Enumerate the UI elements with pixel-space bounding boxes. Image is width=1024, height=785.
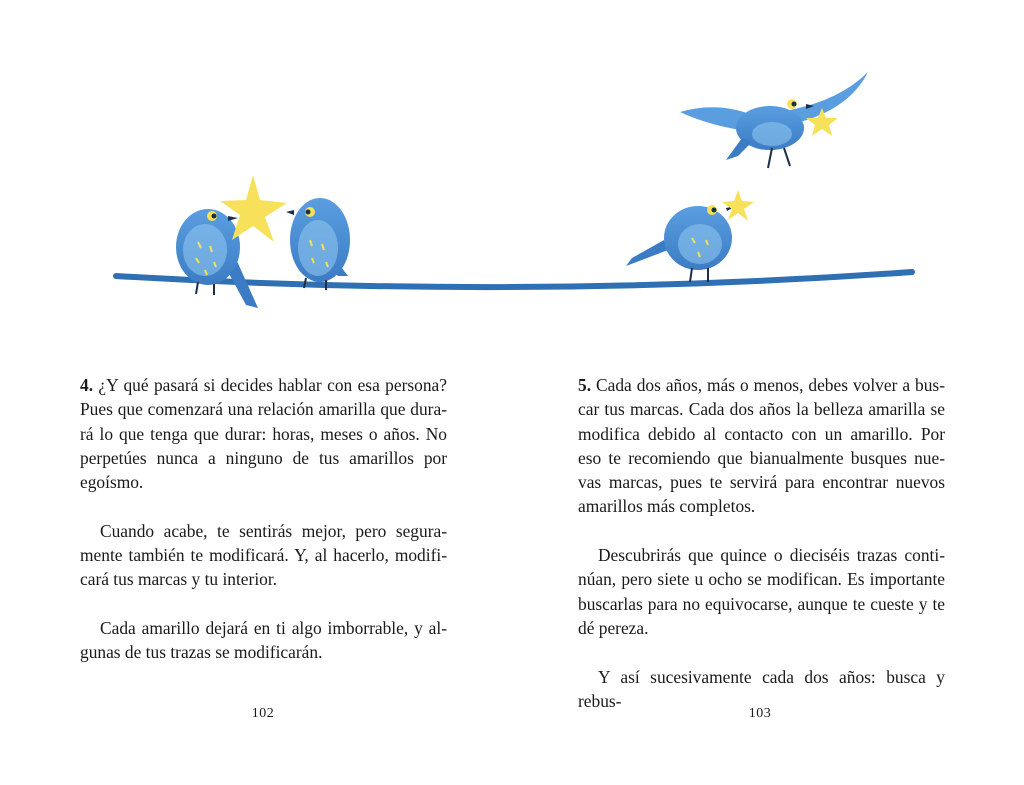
bird-icon: [680, 72, 868, 168]
paragraph: Cuando acabe, te sentirás mejor, pero seguramente también te modificará. Y, al hacerlo, modificará tus marcas y tu interior.: [80, 520, 447, 590]
paragraph: Descubrirás que quince o dieciséis trazas continúan, pero siete u ocho se modifican. Es importante buscarlas para no equivocarse, aunque te cueste y te dé pereza.: [578, 545, 945, 638]
bird-icon: [626, 205, 736, 282]
paragraph: [80, 373, 447, 494]
paragraph: Y así sucesivamente cada dos años: busca y rebus-: [578, 666, 945, 711]
paragraph-text: Cada dos años, más o menos, debes volver a buscar tus marcas. Cada dos años la belleza amarilla se modifica debido al contacto con un amarillo. Por eso te recomiendo que bianualmente busques nuevas marcas, pues te servirá para encontrar nuevos amarillos más completos.: [578, 375, 945, 517]
left-page-text: [80, 373, 447, 665]
right-page-text: [578, 373, 945, 713]
star-icon: [722, 190, 754, 221]
page-number: 102: [251, 706, 275, 721]
page-number: 103: [748, 706, 772, 721]
paragraph: Cada amarillo dejará en ti algo imborrable, y algunas de tus trazas se modificarán.: [80, 617, 447, 663]
paragraph: [578, 373, 945, 519]
item-number: 4.: [80, 375, 94, 395]
birds-on-wire-illustration: [0, 0, 1024, 330]
paragraph-text: ¿Y qué pasará si decides hablar con esa persona? Pues que comenzará una relación amarilla que durará lo que tenga que durar: horas, meses o años. No perpetúes nunca a ninguno de tus amarillos por egoísmo.: [80, 375, 447, 493]
bird-icon: [286, 198, 350, 290]
item-number: 5.: [578, 375, 592, 395]
